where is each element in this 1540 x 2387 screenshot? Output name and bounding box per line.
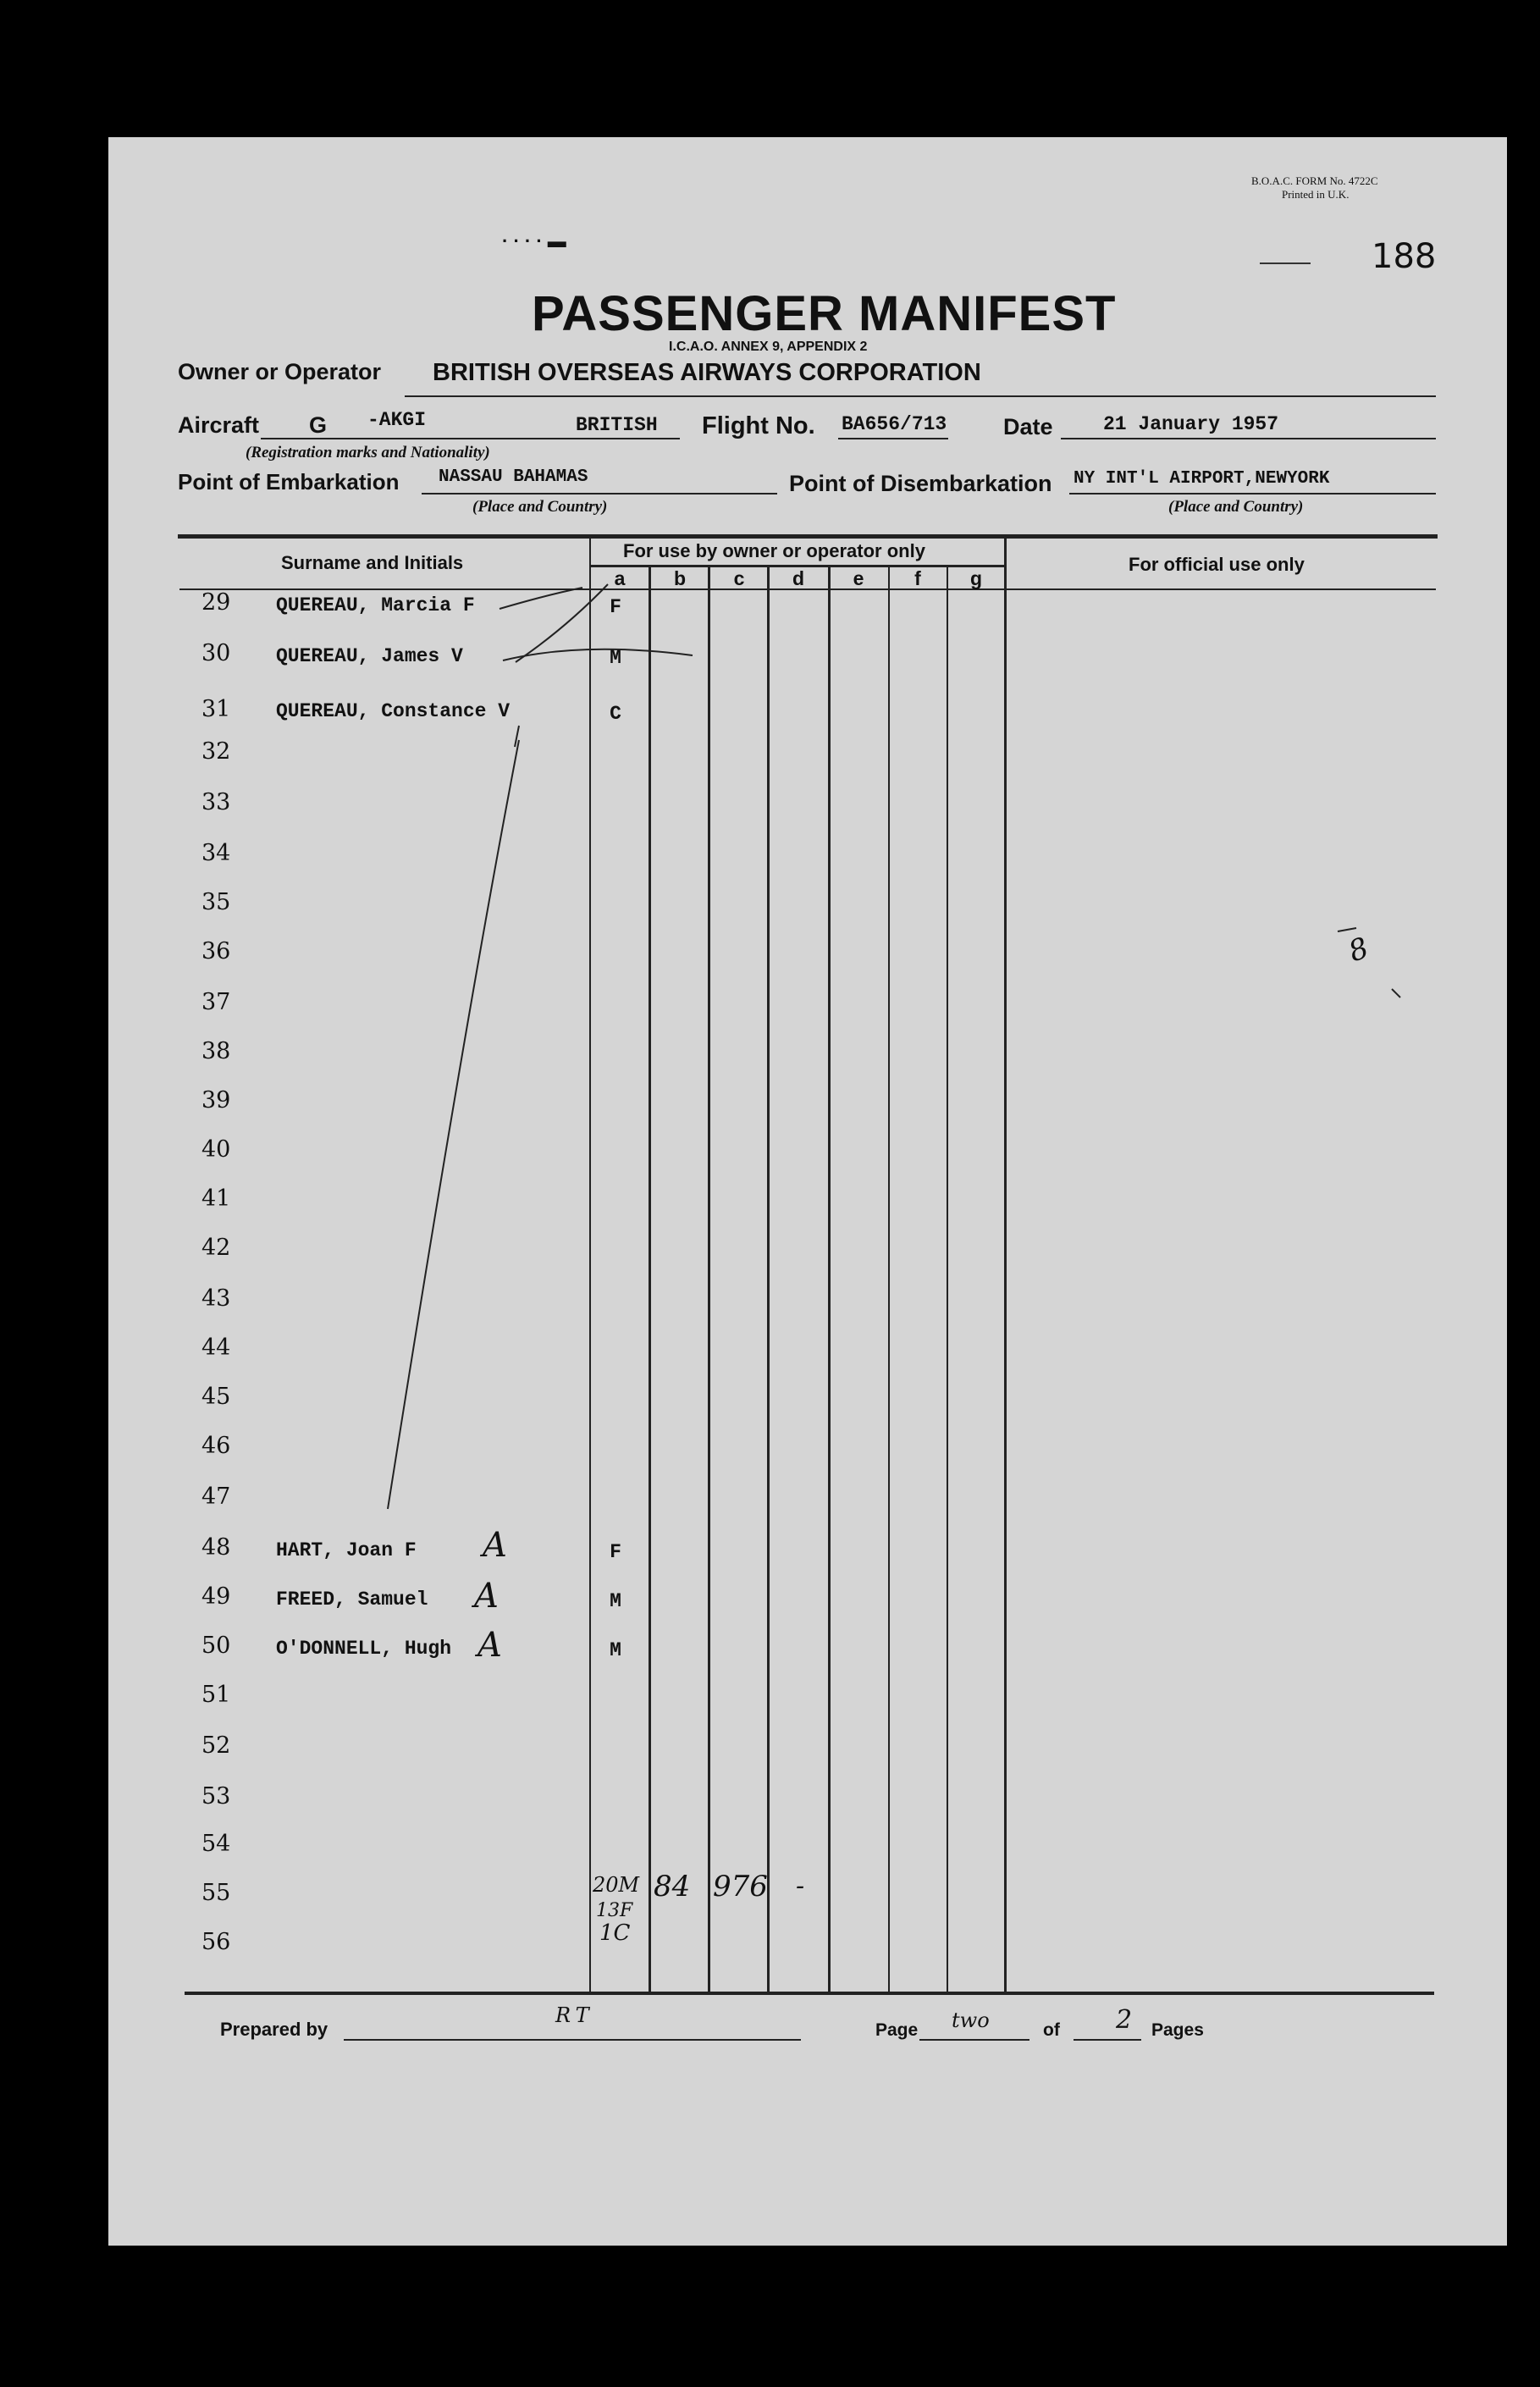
form-ref-line2: Printed in U.K. — [1282, 188, 1350, 201]
row-number: 37 — [201, 989, 231, 1015]
row-number: 49 — [201, 1583, 231, 1610]
row-number: 56 — [201, 1929, 231, 1955]
column-c-header: c — [733, 567, 745, 589]
row-number: 46 — [201, 1433, 231, 1459]
passenger-name: FREED, Samuel — [276, 1589, 428, 1611]
pen-stroke — [1392, 989, 1400, 997]
row-number: 38 — [201, 1038, 231, 1064]
aircraft-nationality: BRITISH — [576, 414, 658, 436]
flight-value: BA656/713 — [842, 413, 947, 435]
row-number: 30 — [201, 640, 231, 666]
handwritten-mark: A — [483, 1526, 507, 1565]
passenger-code: M — [610, 647, 621, 669]
owner-use-header: For use by owner or operator only — [623, 540, 925, 561]
page-number: 188 — [1372, 237, 1437, 276]
prepared-by-underline — [344, 2039, 801, 2041]
page-underline — [919, 2039, 1029, 2041]
embarkation-value: NASSAU BAHAMAS — [439, 467, 588, 487]
column-a-header: a — [614, 567, 626, 589]
of-value: 2 — [1116, 2005, 1133, 2035]
passenger-code: M — [610, 1590, 621, 1612]
embarkation-caption: (Place and Country) — [472, 498, 608, 516]
row-number: 48 — [201, 1534, 231, 1561]
passenger-code: M — [610, 1639, 621, 1661]
column-f-header: f — [914, 567, 921, 589]
owner-value: BRITISH OVERSEAS AIRWAYS CORPORATION — [433, 359, 981, 386]
row-number: 55 — [201, 1880, 231, 1906]
total-children: 1C — [599, 1920, 631, 1946]
row-number: 47 — [201, 1484, 231, 1510]
flight-label: Flight No. — [702, 412, 815, 439]
total-column-b: 84 — [654, 1870, 691, 1904]
column-e-header: e — [853, 567, 864, 589]
row-number: 31 — [201, 696, 231, 722]
form-ref-line1: B.O.A.C. FORM No. 4722C — [1251, 174, 1378, 187]
passenger-name: O'DONNELL, Hugh — [276, 1638, 452, 1660]
column-d-header: d — [792, 567, 805, 589]
official-handwritten-mark: 8 — [1344, 931, 1373, 970]
total-female: 13F — [596, 1900, 633, 1921]
embarkation-label: Point of Embarkation — [178, 469, 400, 495]
row-number: 52 — [201, 1732, 231, 1759]
pen-strokes — [108, 137, 1507, 2246]
handwritten-mark: A — [477, 1626, 502, 1665]
row-number: 44 — [201, 1334, 231, 1361]
row-number: 53 — [201, 1783, 231, 1810]
official-use-header: For official use only — [1129, 554, 1305, 575]
of-underline — [1074, 2039, 1141, 2041]
row-number: 42 — [201, 1235, 231, 1261]
passenger-name: HART, Joan F — [276, 1539, 417, 1561]
pen-stroke — [1338, 928, 1356, 931]
page-subtitle: I.C.A.O. ANNEX 9, APPENDIX 2 — [669, 340, 868, 354]
row-number: 33 — [201, 789, 231, 815]
passenger-name: QUEREAU, Marcia F — [276, 594, 475, 616]
aircraft-label: Aircraft — [178, 412, 260, 438]
disembarkation-caption: (Place and Country) — [1168, 498, 1304, 516]
row-number: 32 — [201, 738, 231, 765]
surname-header: Surname and Initials — [281, 552, 464, 573]
column-g-header: g — [969, 567, 983, 589]
row-number: 41 — [201, 1185, 231, 1212]
aircraft-registration: -AKGI — [367, 409, 427, 431]
row-number: 51 — [201, 1682, 231, 1708]
row-number: 54 — [201, 1831, 231, 1857]
row-number: 50 — [201, 1633, 231, 1659]
handwritten-mark: A — [474, 1577, 499, 1616]
disembarkation-label: Point of Disembarkation — [789, 471, 1052, 496]
total-column-d: - — [796, 1871, 805, 1901]
row-number: 34 — [201, 840, 231, 866]
row-number: 29 — [201, 589, 231, 616]
owner-label: Owner or Operator — [178, 359, 382, 384]
pen-stroke — [500, 588, 582, 609]
date-value: 21 January 1957 — [1103, 413, 1279, 435]
row-number: 39 — [201, 1087, 231, 1113]
date-label: Date — [1003, 414, 1053, 439]
page-title: PASSENGER MANIFEST — [532, 286, 1117, 341]
row-number: 36 — [201, 938, 231, 964]
total-male: 20M — [593, 1873, 640, 1897]
column-b-header: b — [673, 567, 687, 589]
passenger-name: QUEREAU, Constance V — [276, 700, 511, 722]
passenger-name: QUEREAU, James V — [276, 645, 463, 667]
prepared-by-label: Prepared by — [220, 2019, 328, 2040]
prepared-by-value: RT — [555, 2003, 594, 2027]
aircraft-caption: (Registration marks and Nationality) — [246, 444, 490, 461]
passenger-code: F — [610, 596, 621, 618]
pages-label: Pages — [1151, 2020, 1204, 2040]
row-number: 35 — [201, 889, 231, 915]
pen-stroke — [388, 740, 519, 1509]
row-number: 45 — [201, 1384, 231, 1410]
row-number: 43 — [201, 1285, 231, 1312]
manifest-page — [108, 137, 1507, 2246]
page-label: Page — [875, 2020, 919, 2040]
total-column-c: 976 — [713, 1870, 768, 1904]
passenger-code: C — [610, 703, 621, 725]
passenger-code: F — [610, 1541, 621, 1563]
page-value: two — [952, 2009, 990, 2032]
row-number: 40 — [201, 1136, 231, 1163]
aircraft-prefix: G — [309, 412, 328, 438]
stray-marks: · · · · ▬ — [502, 230, 566, 251]
of-label: of — [1043, 2020, 1060, 2040]
disembarkation-value: NY INT'L AIRPORT,NEWYORK — [1074, 469, 1330, 489]
